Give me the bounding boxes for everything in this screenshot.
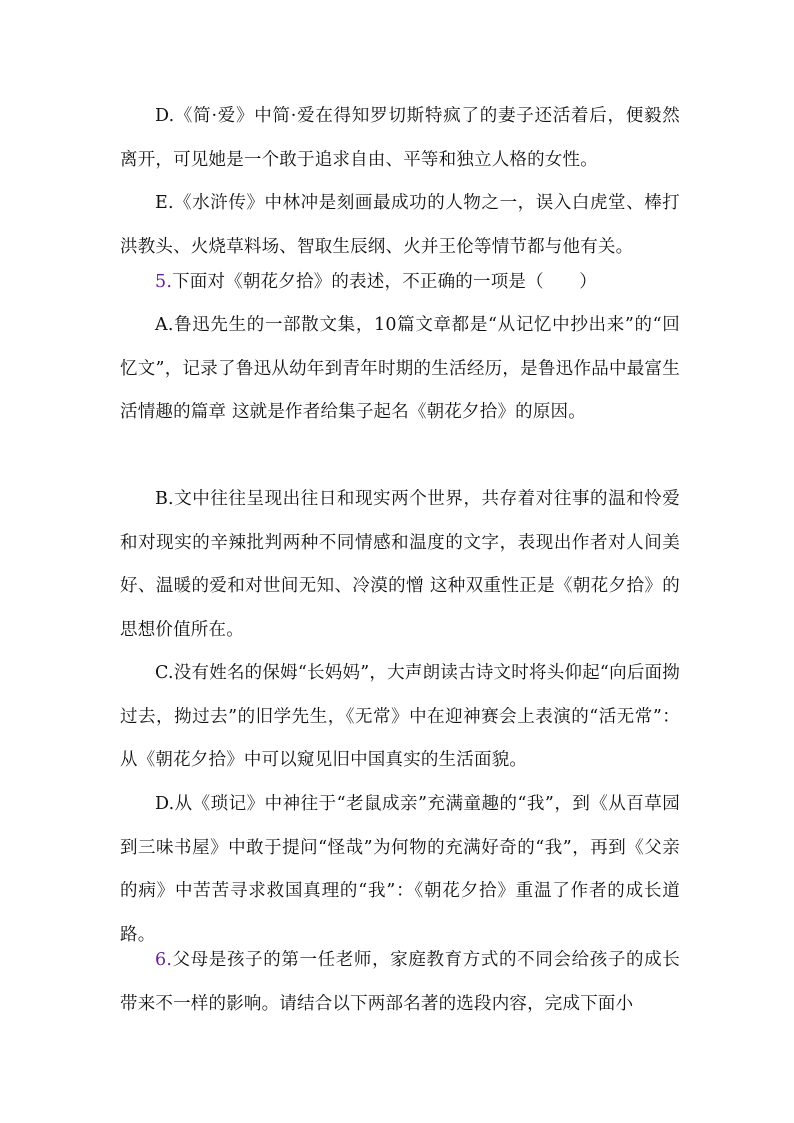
q5-option-b: B.文中往往呈现出往日和现实两个世界，共存着对往事的温和怜爱和对现实的辛辣批判两种不同情感和温度的文字，表现出作者对人间美好、温暖的爱和对世间无知、冷漠的憎 这种双重性正是《朝花夕拾》的思想价值所在。 [120, 489, 680, 640]
q5-option-c: C.没有姓名的保姆“长妈妈”，大声朗读古诗文时将头仰起“向后面拗过去，拗过去”的旧学先生，《无常》中在迎神赛会上表演的“活无常”：从《朝花夕拾》中可以窥见旧中国真实的生活面貌。 [120, 663, 680, 770]
question-5-text: 下面对《朝花夕拾》的表述，不正确的一项是（ ） [172, 272, 597, 292]
q5-option-d: D.从《琐记》中神往于“老鼠成亲”充满童趣的“我”，到《从百草园到三味书屋》中敢于提问“怪哉”为何物的充满好奇的“我”，再到《父亲的病》中苦苦寻求救国真理的“我”：《朝花夕拾》重温了作者的成长道路。 [120, 794, 680, 945]
question-6-text: 父母是孩子的第一任老师，家庭教育方式的不同会给孩子的成长带来不一样的影响。请结合以下两部名著的选段内容，完成下面小 [120, 950, 680, 1014]
question-6-stem [120, 939, 680, 1026]
q4-option-d: D.《简·爱》中简·爱在得知罗切斯特疯了的妻子还活着后，便毅然离开，可见她是一个敢于追求自由、平等和独立人格的女性。 [120, 106, 680, 170]
question-5-stem [120, 261, 680, 305]
question-6-number: 6. [155, 950, 173, 970]
question-5-number: 5. [155, 272, 173, 292]
q4-option-e: E.《水浒传》中林冲是刻画最成功的人物之一，误入白虎堂、棒打洪教头、火烧草料场、智取生辰纲、火并王伦等情节都与他有关。 [120, 193, 680, 257]
q5-option-a: A.鲁迅先生的一部散文集，10篇文章都是“从记忆中抄出来”的“回忆文”，记录了鲁迅从幼年到青年时期的生活经历，是鲁迅作品中最富生活情趣的篇章 这就是作者给集子起名《朝花夕拾》的原因。 [120, 315, 680, 422]
